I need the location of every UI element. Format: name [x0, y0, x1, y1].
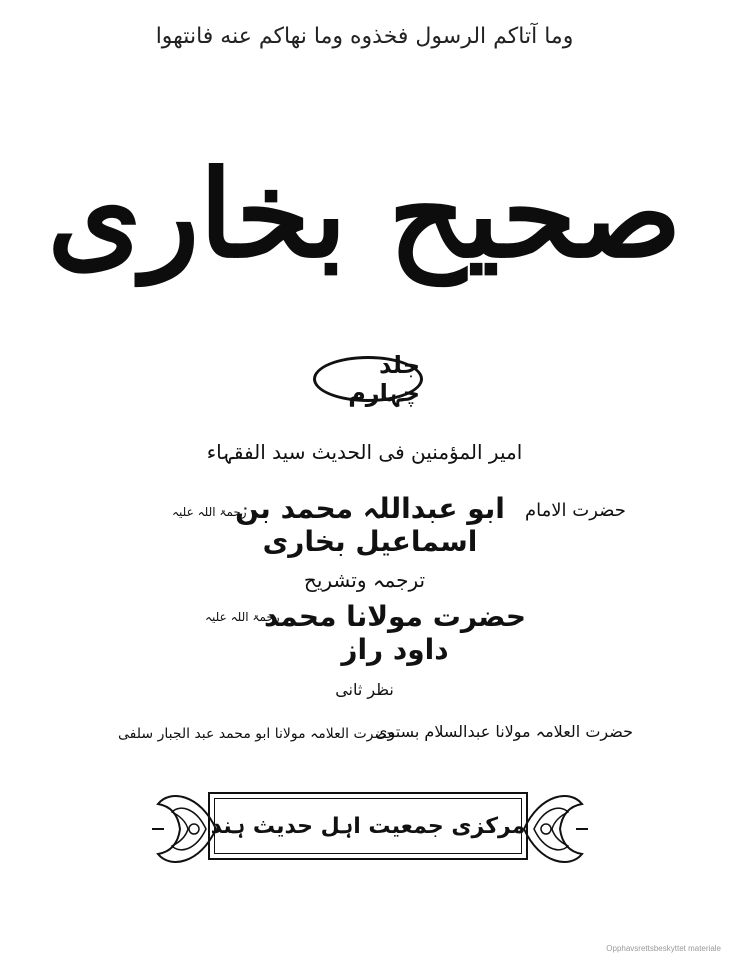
- volume-label: جلد چہارم: [348, 351, 420, 407]
- author-name: ابو عبداللہ محمد بن اسماعیل بخاری: [235, 492, 505, 558]
- author-prefix: حضرت الامام: [525, 500, 626, 521]
- review-label: نظر ثانی: [335, 680, 394, 699]
- publisher-name: مرکزی جمعیت اہل حدیث ہند: [210, 813, 526, 839]
- translator-suffix: رحمۃ اللہ علیہ: [205, 610, 280, 624]
- book-title: صحیح بخاری: [47, 144, 682, 285]
- publisher-box: [208, 792, 528, 860]
- volume-badge: [313, 351, 423, 407]
- translation-label: ترجمہ وتشریح: [303, 568, 426, 592]
- publisher-frame: [150, 784, 590, 874]
- quran-verse: وما آتاكم الرسول فخذوه وما نهاكم عنه فانتهوا: [155, 24, 574, 49]
- copyright-watermark: Opphavsrettsbeskyttet materiale: [606, 944, 721, 953]
- author-honorific: امیر المؤمنین فی الحدیث سید الفقہاء: [206, 440, 523, 464]
- arabesque-ornament-icon: [520, 784, 590, 874]
- author-suffix: رحمۃ اللہ علیہ: [172, 505, 247, 519]
- reviewer-right: حضرت العلامہ مولانا عبدالسلام بستوی: [375, 722, 633, 741]
- reviewer-left: حضرت العلامہ مولانا ابو محمد عبد الجبار سلفی: [118, 726, 396, 742]
- translator-name: حضرت مولانا محمد داود راز: [263, 600, 527, 666]
